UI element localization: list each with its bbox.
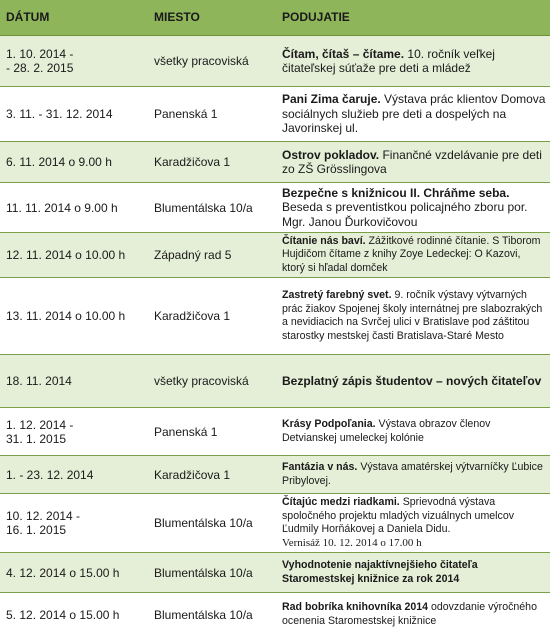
event-title: Bezpečne s knižnicou II. Chráňme seba.	[282, 185, 510, 200]
event-desc: odovzdanie výročného ocenenia Staromestskej knižnice	[282, 601, 537, 627]
row-event	[278, 355, 550, 407]
event-title: Čítajúc medzi riadkami.	[282, 496, 400, 508]
table-row	[0, 233, 550, 278]
row-date	[0, 593, 150, 636]
row-event	[278, 494, 550, 552]
row-place	[150, 408, 278, 455]
row-date	[0, 233, 150, 277]
row-date	[0, 408, 150, 455]
event-title: Zastretý farebný svet.	[282, 289, 392, 301]
row-event	[278, 593, 550, 636]
place-text: všetky pracoviská	[154, 54, 249, 68]
table-row	[0, 87, 550, 142]
date-text: 1. 10. 2014 - - 28. 2. 2015	[6, 47, 74, 75]
event-title: Čítanie nás baví.	[282, 234, 366, 247]
row-place	[150, 593, 278, 636]
place-text: Blumentálska 10/a	[154, 200, 253, 215]
date-text: 1. - 23. 12. 2014	[6, 467, 94, 482]
row-place	[150, 355, 278, 407]
row-date	[0, 36, 150, 86]
table-row	[0, 36, 550, 87]
event-title: Vyhodnotenie najaktívnejšieho čitateľa Staromestskej knižnice za rok 2014	[282, 559, 478, 585]
row-date	[0, 87, 150, 141]
table-row	[0, 553, 550, 593]
event-desc: Sprievodná výstava spoločného projektu mladých vizuálnych umelcov Ľudmily Horňákovej a Daniela Didu.	[282, 496, 515, 535]
row-event	[278, 553, 550, 592]
place-text: Blumentálska 10/a	[154, 607, 253, 622]
place-text: Karadžičova 1	[154, 155, 231, 169]
table-row	[0, 142, 550, 183]
place-text: všetky pracoviská	[154, 374, 249, 388]
row-place	[150, 553, 278, 592]
event-title: Krásy Podpoľania.	[282, 418, 376, 430]
place-text: Panenská 1	[154, 107, 218, 121]
date-text: 11. 11. 2014 o 9.00 h	[6, 200, 118, 215]
event-note: Vernisáž 10. 12. 2014 o 17.00 h	[282, 536, 422, 549]
row-place	[150, 142, 278, 182]
place-text: Západný rad 5	[154, 248, 232, 262]
row-place	[150, 456, 278, 493]
row-place	[150, 87, 278, 141]
date-text: 4. 12. 2014 o 15.00 h	[6, 565, 120, 580]
row-event	[278, 456, 550, 493]
row-place	[150, 494, 278, 552]
place-text: Panenská 1	[154, 424, 218, 439]
place-text: Blumentálska 10/a	[154, 516, 253, 530]
event-desc: Beseda s preventistkou policajného zboru por. Mgr. Janou Ďurkovičovou	[282, 200, 528, 229]
table-row	[0, 355, 550, 408]
row-event	[278, 142, 550, 182]
table-row	[0, 408, 550, 456]
date-text: 6. 11. 2014 o 9.00 h	[6, 155, 112, 169]
header-event: PODUJATIE	[282, 10, 350, 24]
row-place	[150, 278, 278, 354]
header-date: DÁTUM	[6, 10, 50, 24]
event-desc: 9. ročník výstavy výtvarných prác žiakov Spojenej školy internátnej pre slabozrakých a nevidiacich na Svrčej ulici v Bratislave pod záštitou starostky mestskej časti Bratislava-Staré Mesto	[282, 289, 543, 342]
row-place	[150, 36, 278, 86]
date-text: 13. 11. 2014 o 10.00 h	[6, 309, 126, 323]
table-row	[0, 278, 550, 355]
row-date	[0, 553, 150, 592]
row-date	[0, 456, 150, 493]
date-text: 3. 11. - 31. 12. 2014	[6, 107, 113, 121]
table-row	[0, 456, 550, 494]
date-text: 18. 11. 2014	[6, 374, 72, 388]
event-desc: Výstava amatérskej výtvarníčky Ľubice Pribylovej.	[282, 461, 543, 487]
row-event	[278, 36, 550, 86]
row-date	[0, 494, 150, 552]
event-title: Bezplatný zápis študentov – nových čitateľov	[282, 373, 542, 388]
row-date	[0, 183, 150, 232]
place-text: Blumentálska 10/a	[154, 565, 253, 580]
date-text: 10. 12. 2014 - 16. 1. 2015	[6, 509, 81, 537]
row-event	[278, 183, 550, 232]
row-place	[150, 233, 278, 277]
event-desc: 10. ročník veľkej čitateľskej súťaže pre deti a mládež	[282, 46, 495, 75]
place-text: Karadžičova 1	[154, 309, 231, 323]
event-desc: Finančné vzdelávanie pre deti zo ZŠ Grösslingova	[282, 147, 542, 176]
date-text: 12. 11. 2014 o 10.00 h	[6, 248, 126, 262]
table-row	[0, 593, 550, 636]
date-text: 1. 12. 2014 - 31. 1. 2015	[6, 417, 74, 446]
row-event	[278, 408, 550, 455]
event-desc: Výstava prác klientov Domova sociálnych služieb pre deti a dospelých na Javorinskej ul.	[282, 92, 546, 136]
event-title: Čítam, čítaš – čítame.	[282, 46, 405, 61]
table-row	[0, 183, 550, 233]
table-header	[0, 0, 550, 36]
row-date	[0, 142, 150, 182]
event-title: Ostrov pokladov.	[282, 147, 380, 162]
table-row	[0, 494, 550, 553]
row-date	[0, 355, 150, 407]
event-desc: Výstava obrazov členov Detvianskej umeleckej kolónie	[282, 418, 491, 444]
row-date	[0, 278, 150, 354]
row-event	[278, 233, 550, 277]
date-text: 5. 12. 2014 o 15.00 h	[6, 607, 120, 622]
event-title: Pani Zima čaruje.	[282, 92, 381, 107]
event-title: Rad bobríka knihovníka 2014	[282, 601, 429, 613]
event-desc: Zážitkové rodinné čítanie. S Tiborom Hujdičom čítame z knihy Zoye Ledeckej: O Kazovi, ktorý si hľadal domček	[282, 234, 541, 274]
row-event	[278, 87, 550, 141]
place-text: Karadžičova 1	[154, 467, 231, 482]
event-title: Fantázia v nás.	[282, 461, 358, 473]
header-place: MIESTO	[154, 10, 200, 24]
row-event	[278, 278, 550, 354]
row-place	[150, 183, 278, 232]
